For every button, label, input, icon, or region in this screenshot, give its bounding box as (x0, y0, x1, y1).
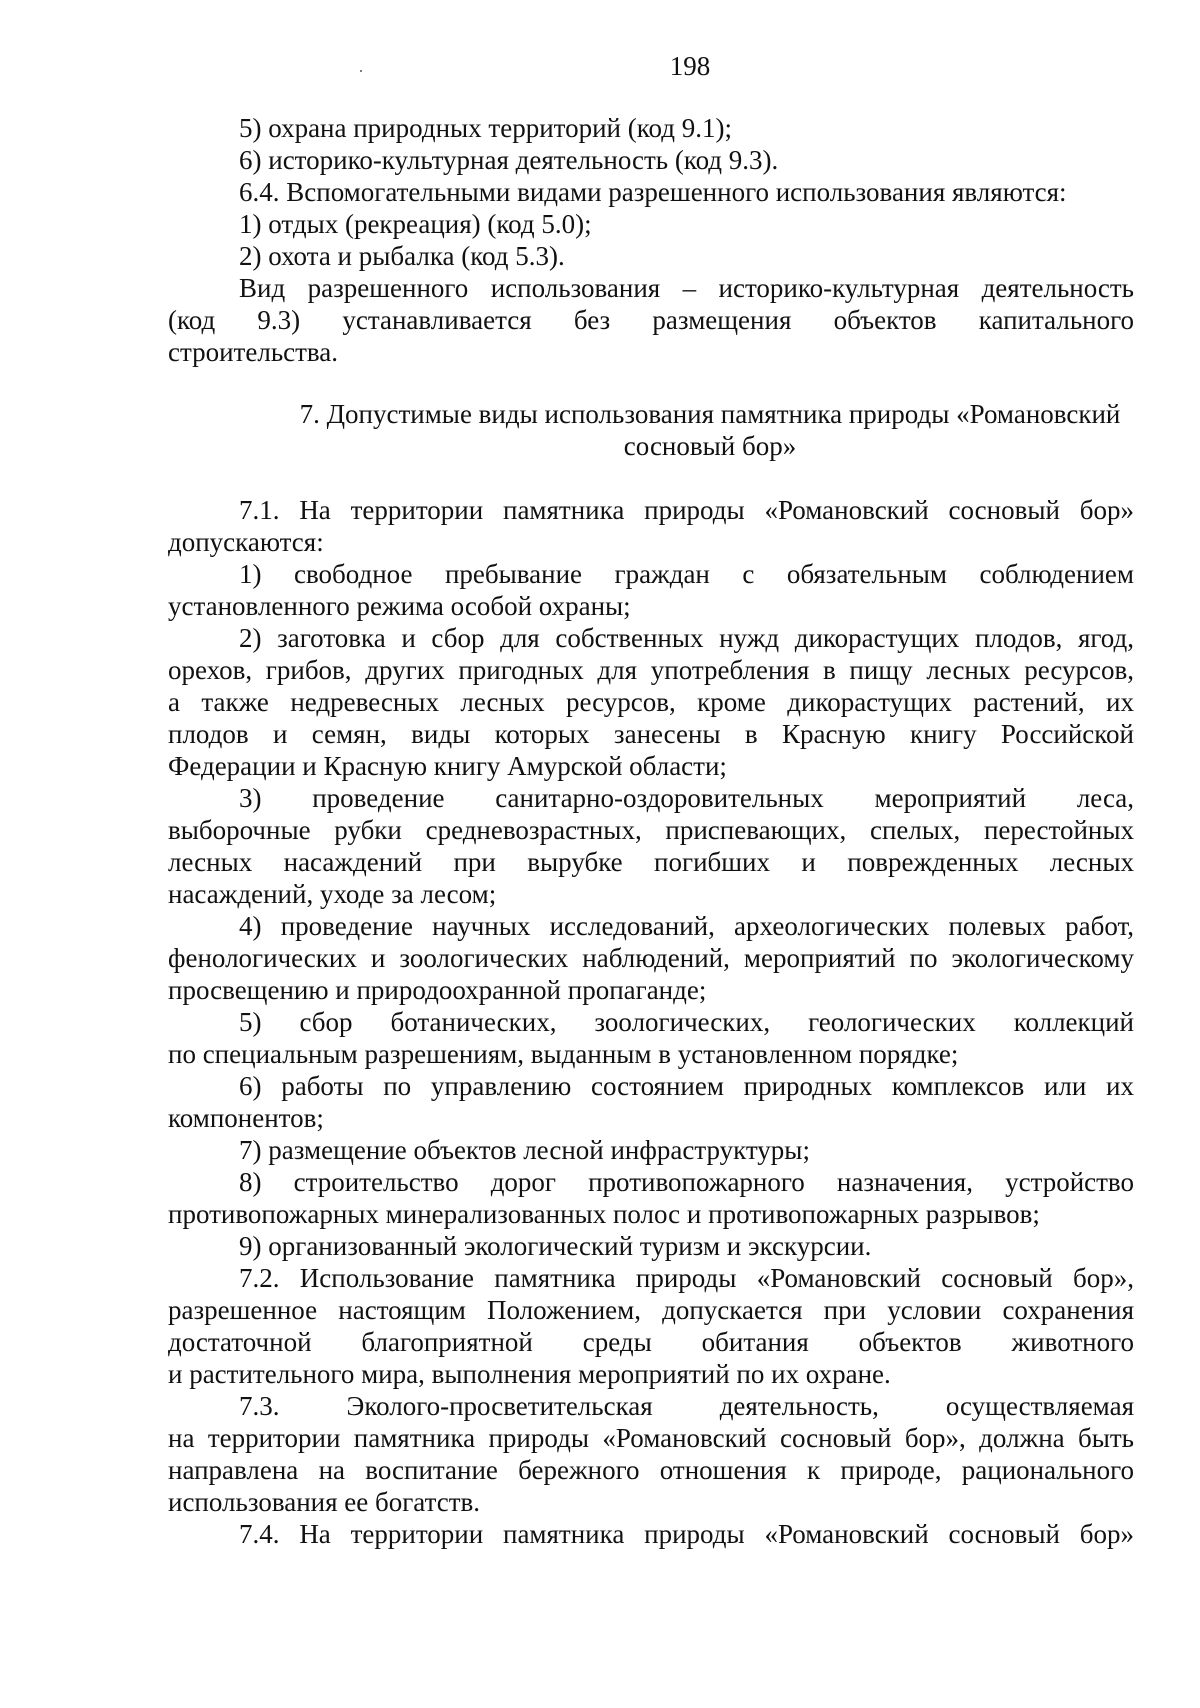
paragraph-line: 7.3. Эколого-просветительская деятельность, осуществляемая (239, 1391, 1134, 1421)
list-item-continuation: противопожарных минерализованных полос и противопожарных разрывов; (168, 1199, 1040, 1229)
list-item: 4) проведение научных исследований, археологических полевых работ, (239, 911, 1134, 941)
list-item-continuation: фенологических и зоологических наблюдений, мероприятий по экологическому (168, 943, 1134, 973)
paragraph-line: на территории памятника природы «Романовский сосновый бор», должна быть (168, 1423, 1134, 1453)
paragraph-line: 6.4. Вспомогательными видами разрешенного использования являются: (239, 177, 1067, 207)
paragraph-line: (код 9.3) устанавливается без размещения объектов капитального (168, 305, 1134, 335)
list-item: 3) проведение санитарно-оздоровительных мероприятий леса, (239, 783, 1134, 813)
list-item: 7) размещение объектов лесной инфраструктуры; (239, 1135, 810, 1165)
section-heading-continuation: сосновый бор» (623, 431, 797, 461)
paragraph-line: направлена на воспитание бережного отношения к природе, рационального (168, 1455, 1134, 1485)
section-heading: 7. Допустимые виды использования памятника природы «Романовский (299, 399, 1121, 429)
list-item-continuation: по специальным разрешениям, выданным в установленном порядке; (168, 1039, 959, 1069)
list-item: 1) свободное пребывание граждан с обязательным соблюдением (239, 559, 1134, 589)
paragraph-line: допускаются: (168, 527, 324, 557)
paragraph-line: использования ее богатств. (168, 1487, 480, 1517)
paragraph-line: 7.4. На территории памятника природы «Романовский сосновый бор» (239, 1519, 1134, 1549)
list-item-continuation: насаждений, уходе за лесом; (168, 879, 497, 909)
list-item: 6) работы по управлению состоянием природных комплексов или их (239, 1071, 1134, 1101)
page-number: 198 (669, 51, 711, 81)
list-item: 2) охота и рыбалка (код 5.3). (239, 241, 565, 271)
list-item-continuation: выборочные рубки средневозрастных, приспевающих, спелых, перестойных (168, 815, 1134, 845)
list-item-continuation: просвещению и природоохранной пропаганде; (168, 975, 707, 1005)
list-item-continuation: орехов, грибов, других пригодных для употребления в пищу лесных ресурсов, (168, 655, 1134, 685)
list-item-continuation: лесных насаждений при вырубке погибших и поврежденных лесных (168, 847, 1134, 877)
list-item-continuation: а также недревесных лесных ресурсов, кроме дикорастущих растений, их (168, 687, 1134, 717)
paragraph-line: 7.2. Использование памятника природы «Романовский сосновый бор», (239, 1263, 1134, 1293)
list-item-continuation: установленного режима особой охраны; (168, 591, 631, 621)
paragraph-line: строительства. (168, 337, 339, 367)
paragraph-line: достаточной благоприятной среды обитания объектов животного (168, 1327, 1134, 1357)
list-item-continuation: компонентов; (168, 1103, 324, 1133)
list-item: 1) отдых (рекреация) (код 5.0); (239, 209, 592, 239)
list-item-continuation: Федерации и Красную книгу Амурской области; (168, 751, 727, 781)
list-item: 8) строительство дорог противопожарного назначения, устройство (239, 1167, 1134, 1197)
list-item: 5) сбор ботанических, зоологических, геологических коллекций (239, 1007, 1134, 1037)
paragraph-line: и растительного мира, выполнения мероприятий по их охране. (168, 1359, 891, 1389)
list-item: 9) организованный экологический туризм и экскурсии. (239, 1231, 872, 1261)
paragraph-line: 7.1. На территории памятника природы «Романовский сосновый бор» (239, 495, 1134, 525)
list-item: 5) охрана природных территорий (код 9.1); (239, 113, 732, 143)
paragraph-line: разрешенное настоящим Положением, допускается при условии сохранения (168, 1295, 1134, 1325)
list-item: 6) историко-культурная деятельность (код 9.3). (239, 145, 779, 175)
list-item: 2) заготовка и сбор для собственных нужд дикорастущих плодов, ягод, (239, 623, 1134, 653)
paragraph-line: Вид разрешенного использования – историко-культурная деятельность (239, 273, 1134, 303)
list-item-continuation: плодов и семян, виды которых занесены в Красную книгу Российской (168, 719, 1134, 749)
